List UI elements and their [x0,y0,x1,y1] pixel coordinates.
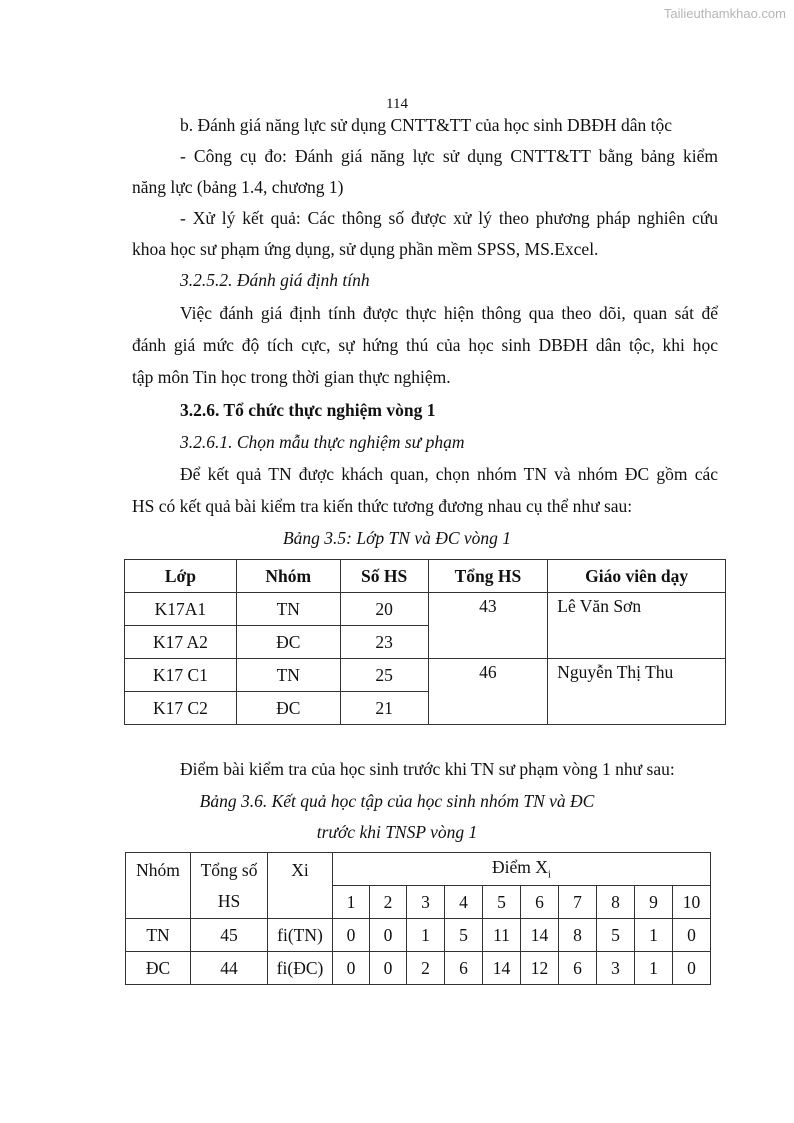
cell-nhom: TN [236,593,340,626]
text-line: - Công cụ đo: Đánh giá năng lực sử dụng CNTT&TT bằng bảng kiểm [180,146,718,166]
cell-value: 14 [521,919,559,952]
section-heading-3-2-6-1: 3.2.6.1. Chọn mẫu thực nghiệm sư phạm [180,432,465,452]
text-line: tập môn Tin học trong thời gian thực nghiệm. [132,367,451,387]
cell-value: 6 [559,952,597,985]
cell-value: 14 [483,952,521,985]
cell-lop: K17 C1 [125,659,237,692]
table2-caption-line1: Bảng 3.6. Kết quả học tập của học sinh nhóm TN và ĐC [199,791,595,811]
cell-value: 0 [370,952,407,985]
cell-xi: fi(ĐC) [268,952,333,985]
cell-value: 0 [673,919,711,952]
header-nhom: Nhóm [126,853,191,919]
cell-value: 5 [597,919,635,952]
cell-value: 3 [597,952,635,985]
score-header: 9 [635,886,673,919]
cell-value: 1 [635,952,673,985]
header-diem-label: Điểm X [492,857,548,878]
cell-value: 0 [333,919,370,952]
score-header: 1 [333,886,370,919]
table2-caption-line2: trước khi TNSP vòng 1 [316,822,478,842]
table-header-row [125,560,726,593]
header-hs-label: HS [217,891,241,911]
cell-value: 5 [445,919,483,952]
score-header: 4 [445,886,483,919]
score-header: 2 [370,886,407,919]
cell-nhom: ĐC [236,692,340,725]
text-line: Việc đánh giá định tính được thực hiện thông qua theo dõi, quan sát để [180,303,718,323]
header-tong-hs: Tổng HS [428,560,548,593]
section-heading-3-2-5-2: 3.2.5.2. Đánh giá định tính [180,270,370,290]
header-nhom: Nhóm [236,560,340,593]
header-diem-sub: i [547,868,551,881]
cell-value: 11 [483,919,521,952]
cell-tong: 44 [191,952,268,985]
table-row [125,593,726,626]
table-row [126,919,711,952]
cell-value: 1 [407,919,445,952]
score-table [125,852,711,985]
score-header: 6 [521,886,559,919]
score-header: 7 [559,886,597,919]
page-number: 114 [386,96,408,112]
text-line: khoa học sư phạm ứng dụng, sử dụng phần mềm SPSS, MS.Excel. [132,239,599,259]
cell-nhom: TN [236,659,340,692]
table-row [125,659,726,692]
text-line: b. Đánh giá năng lực sử dụng CNTT&TT của học sinh DBĐH dân tộc [180,115,673,135]
watermark: Tailieuthamkhao.com [663,6,786,21]
cell-giao-vien: Lê Văn Sơn [548,593,726,659]
cell-value: 0 [673,952,711,985]
cell-value: 6 [445,952,483,985]
cell-tong-hs: 43 [428,593,548,659]
header-so-hs: Số HS [340,560,428,593]
text-line: HS có kết quả bài kiểm tra kiến thức tương đương nhau cụ thể như sau: [132,496,633,516]
cell-value: 0 [370,919,407,952]
cell-value: 8 [559,919,597,952]
cell-so-hs: 20 [340,593,428,626]
header-giao-vien: Giáo viên dạy [548,560,726,593]
text-line: Để kết quả TN được khách quan, chọn nhóm TN và nhóm ĐC gồm các [180,464,718,484]
text-line: - Xử lý kết quả: Các thông số được xử lý theo phương pháp nghiên cứu [180,208,718,228]
cell-so-hs: 23 [340,626,428,659]
header-tong-so-label: Tổng số [200,860,258,880]
cell-lop: K17A1 [125,593,237,626]
header-xi: Xi [268,853,333,919]
cell-so-hs: 25 [340,659,428,692]
cell-nhom: ĐC [126,952,191,985]
cell-nhom: ĐC [236,626,340,659]
cell-nhom: TN [126,919,191,952]
table-header-row [126,853,711,886]
class-table [124,559,726,725]
cell-giao-vien: Nguyễn Thị Thu [548,659,726,725]
cell-tong-hs: 46 [428,659,548,725]
cell-lop: K17 A2 [125,626,237,659]
header-diem [333,853,711,886]
cell-value: 1 [635,919,673,952]
cell-lop: K17 C2 [125,692,237,725]
text-line: Điểm bài kiểm tra của học sinh trước khi TN sư phạm vòng 1 như sau: [180,759,675,779]
table1-caption: Bảng 3.5: Lớp TN và ĐC vòng 1 [282,528,512,548]
cell-value: 2 [407,952,445,985]
cell-xi: fi(TN) [268,919,333,952]
score-header: 3 [407,886,445,919]
header-tong-so [191,853,268,919]
text-line: năng lực (bảng 1.4, chương 1) [132,177,344,197]
score-header: 5 [483,886,521,919]
cell-tong: 45 [191,919,268,952]
header-lop: Lớp [125,560,237,593]
cell-so-hs: 21 [340,692,428,725]
cell-value: 12 [521,952,559,985]
text-line: đánh giá mức độ tích cực, sự hứng thú của học sinh DBĐH dân tộc, khi học [132,335,718,355]
section-heading-3-2-6: 3.2.6. Tổ chức thực nghiệm vòng 1 [180,400,436,420]
table-row [126,952,711,985]
score-header: 10 [673,886,711,919]
score-header: 8 [597,886,635,919]
cell-value: 0 [333,952,370,985]
